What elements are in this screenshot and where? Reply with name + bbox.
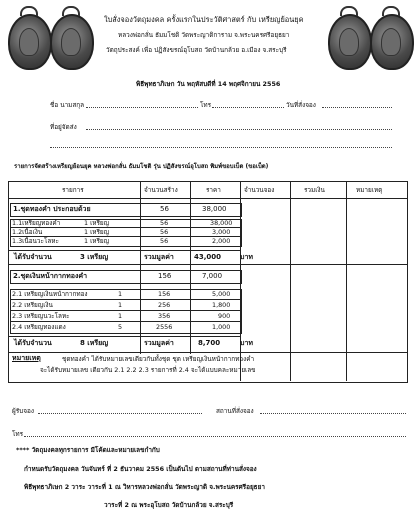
set1-item-1-price: 38,000	[210, 219, 233, 227]
set2-item-2-price: 1,800	[212, 301, 231, 309]
address-label: ที่อยู่จัดส่ง	[50, 123, 77, 131]
col-divider	[140, 219, 141, 246]
set1-item-2-quantity: 56	[160, 228, 169, 236]
set2-quantity: 156	[158, 272, 172, 280]
set1-item-1-quantity: 56	[160, 219, 169, 227]
set1-total-value: 43,000	[194, 253, 222, 261]
pickup-deadline: กำหนดรับวัตถุมงคล วันจันทร์ ที่ 2 ธันวาคม 2556 เป็นต้นไป ตามสถานที่ท่านสั่งจอง	[24, 465, 257, 473]
col-divider	[140, 203, 141, 216]
set1-total-label: รวมมูลค่า	[144, 253, 174, 261]
set2-item-1-quantity: 156	[158, 290, 171, 298]
set1-quantity: 56	[160, 205, 169, 213]
phone-field[interactable]	[212, 107, 284, 108]
set2-item-3-quantity: 356	[158, 312, 171, 320]
address-field-line-2[interactable]	[50, 147, 392, 148]
col-divider	[190, 289, 191, 333]
header-sum: รวมเงิน	[304, 186, 325, 194]
set2-item-2-count: 1	[118, 301, 123, 309]
amulet-medal-image-2	[50, 14, 94, 70]
set2-total-label: รวมมูลค่า	[144, 339, 174, 347]
set2-total-value: 8,700	[198, 339, 221, 347]
order-place-label: สถานที่สั่งจอง	[216, 407, 254, 415]
set1-unit: บาท	[240, 253, 253, 261]
name-field[interactable]	[86, 107, 198, 108]
col-divider	[190, 270, 191, 283]
row-divider	[10, 321, 241, 322]
set1-title: 1.ชุดทองคำ ประกอบด้วย	[13, 205, 91, 213]
section-divider	[8, 264, 407, 265]
header-temple: หลวงพ่อกลั่น ธัมมโชติ วัดพระญาติการาม จ.พระนครศรีอยุธยา	[118, 31, 290, 39]
row-divider	[10, 299, 241, 300]
set1-received-label: ได้รับจำนวน	[14, 253, 52, 261]
set2-item-4-price: 1,000	[212, 323, 231, 331]
set2-received-label: ได้รับจำนวน	[14, 339, 52, 347]
header-reserved: จำนวนจอง	[244, 186, 275, 194]
col-divider	[290, 181, 291, 381]
set1-item-3-count: 1 เหรียญ	[84, 237, 110, 245]
order-place-field[interactable]	[260, 413, 406, 414]
header-remark: หมายเหตุ	[356, 186, 383, 194]
ceremony-round-2: วาระที่ 2 ณ พระอุโบสถ วัดบ้านกล้วย จ.สระบุรี	[104, 501, 234, 509]
amulet-loop-1	[20, 6, 38, 16]
amulet-loop-2	[62, 6, 80, 16]
amulet-medal-image-4	[370, 14, 414, 70]
set2-title: 2.ชุดเงินหน้ากากทองคำ	[13, 272, 88, 280]
name-label: ชื่อ นามสกุล	[50, 101, 85, 109]
set1-item-3-name: 1.3เนื้อนวะโลหะ	[12, 237, 59, 245]
booker-field[interactable]	[38, 413, 202, 414]
amulet-medal-image-3	[328, 14, 372, 70]
order-date-label: วันที่สั่งจอง	[286, 101, 316, 109]
set2-item-3-name: 2.3 เหรียญนวะโลหะ	[12, 312, 70, 320]
set2-item-2-name: 2.2 เหรียญเงิน	[12, 301, 53, 309]
note-line-2: จะได้รับหมายเลข เดียวกัน 2.1 2.2 2.3 รายการที่ 2.4 จะได้แบบคละหมายเลข	[40, 366, 256, 374]
set2-item-2-quantity: 256	[158, 301, 171, 309]
set1-price: 38,000	[202, 205, 227, 213]
booker-label: ผู้รับจอง	[12, 407, 34, 415]
set2-item-4-name: 2.4 เหรียญทองแดง	[12, 323, 66, 331]
set2-item-1-price: 5,000	[212, 290, 231, 298]
note-label: หมายเหตุ	[12, 354, 41, 362]
header-row-divider	[8, 198, 407, 199]
set2-price: 7,000	[202, 272, 223, 280]
ceremony-round-1: พิธีพุทธาภิเษก 2 วาระ วาระที่ 1 ณ วิหารหลวงพ่อกลั่น วัดพระญาติ จ.พระนครศรีอยุธยา	[24, 483, 265, 491]
note-line-1: ชุดทองคำ ได้รับหมายเลขเดียวกันทั้งชุด ชุด เหรียญเงินหน้ากากทองคำ	[62, 355, 255, 363]
section-divider	[8, 352, 407, 353]
order-date-field[interactable]	[322, 107, 392, 108]
list-title: รายการจัดสร้างเหรียญย้อนยุค หลวงพ่อกลั่น ธัมมโชติ รุ่น ปฏิสังขรณ์อุโบสถ พิมพ์ขอบเบ็ด (ขอเบ็ด)	[14, 163, 269, 170]
set1-item-2-price: 3,000	[212, 228, 231, 236]
col-divider	[140, 289, 141, 333]
set2-item-1-name: 2.1 เหรียญเงินหน้ากากทอง	[12, 290, 88, 298]
footer-phone-field[interactable]	[24, 436, 406, 437]
set2-item-3-price: 900	[218, 312, 231, 320]
set2-item-3-count: 1	[118, 312, 123, 320]
header-item: รายการ	[62, 186, 84, 194]
amulet-medal-image-1	[8, 14, 52, 70]
footer-phone-label: โทร	[12, 430, 24, 438]
set1-item-1-name: 1.1เหรียญทองคำ	[12, 219, 61, 227]
ceremony-date: พิธีพุทธาภิเษก วัน พฤหัสบดีที่ 14 พฤศจิกายน 2556	[136, 80, 281, 88]
row-divider	[8, 250, 241, 251]
set2-item-4-count: 5	[118, 323, 123, 331]
row-divider	[10, 227, 241, 228]
set1-received-count: 3 เหรียญ	[80, 253, 109, 261]
set2-unit: บาท	[240, 339, 253, 347]
header-title: ใบสั่งจองวัตถุมงคล ครั้งแรกในประวัติศาสตร์ กับ เหรียญย้อนยุค	[104, 15, 304, 24]
set2-item-4-quantity: 2556	[156, 323, 173, 331]
col-divider	[346, 181, 347, 381]
set2-item-1-count: 1	[118, 290, 123, 298]
address-field[interactable]	[86, 129, 392, 130]
col-divider	[140, 270, 141, 283]
set1-item-1-count: 1 เหรียญ	[84, 219, 110, 227]
header-purpose: วัตถุประสงค์ เพื่อ ปฏิสังขรณ์อุโบสถ วัดบ้านกล้วย อ.เมือง จ.สระบุรี	[106, 46, 287, 54]
set1-item-2-name: 1.2เนื้อเงิน	[12, 228, 43, 236]
row-divider	[10, 310, 241, 311]
amulet-loop-3	[340, 6, 358, 16]
header-quantity-made: จำนวนสร้าง	[144, 186, 178, 194]
row-divider	[8, 336, 241, 337]
set2-received-count: 8 เหรียญ	[80, 339, 109, 347]
header-price: ราคา	[206, 186, 221, 194]
set1-item-2-count: 1 เหรียญ	[84, 228, 110, 236]
set1-item-3-price: 2,000	[212, 237, 231, 245]
col-divider	[190, 219, 191, 246]
notice: **** วัตถุมงคลทุกรายการ มีโค้ดและหมายเลขกำกับ	[16, 446, 160, 454]
col-divider	[190, 203, 191, 216]
amulet-loop-4	[382, 6, 400, 16]
set1-item-3-quantity: 56	[160, 237, 169, 245]
phone-label: โทร	[200, 101, 212, 109]
